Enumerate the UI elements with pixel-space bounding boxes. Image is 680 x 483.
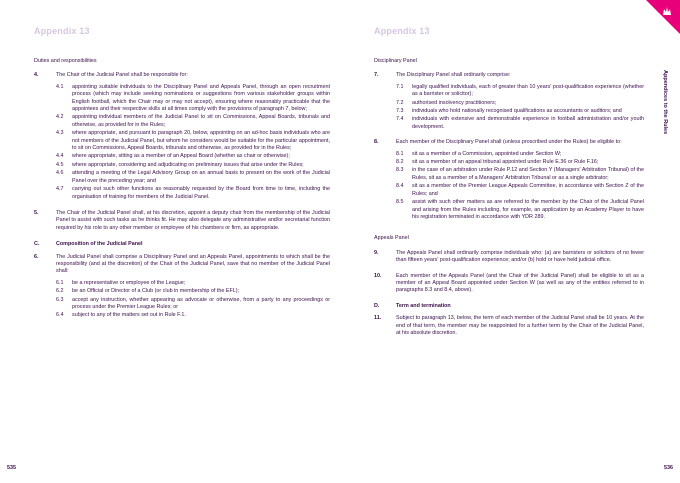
- right-column: [374, 58, 644, 341]
- page-header: Appendix 13: [374, 26, 430, 36]
- subparagraph: 8.4 sit as a member of the Premier League Appeals Committee, in accordance with Section Z of the Rules; and: [396, 183, 644, 197]
- paragraph-4-subs: [56, 84, 330, 201]
- subparagraph: 7.1 legally qualified individuals, each of greater than 10 years' post-qualification experience (whether as a barrister or solicitor);: [396, 83, 644, 98]
- page-number: 536: [664, 465, 673, 471]
- subparagraph: 4.5 where appropriate, considering and adjudicating on preliminary issues that arise under the Rules;: [56, 161, 304, 168]
- paragraph-9: 9. The Appeals Panel shall ordinarily comprise individuals who: (a) are barristers or solicitors of no fewer than fifteen years' post-qualification experience; and/or (b) hold or have held judicial office.: [374, 249, 644, 264]
- page-header: Appendix 13: [34, 26, 90, 36]
- subparagraph: 8.1 sit as a member of a Commission, appointed under Section W;: [396, 150, 562, 157]
- appeals-panel-heading: Appeals Panel: [374, 235, 409, 242]
- subparagraph: 6.3 accept any instruction, whether appearing as advocate or otherwise, from a party to any proceedings or process under the Premier League Rules; or: [56, 296, 330, 310]
- section-c-heading: C. Composition of the Judicial Panel: [34, 241, 143, 248]
- paragraph-4: 4. The Chair of the Judicial Panel shall be responsible for:: [34, 72, 188, 79]
- left-column: [34, 58, 330, 326]
- subparagraph: 6.1 be a representative or employee of the League;: [56, 279, 186, 286]
- side-tab-label: Appendices to the Rules: [662, 70, 668, 135]
- paragraph-7-subs: [396, 84, 644, 131]
- subparagraph: 4.2 appointing individual members of the Judicial Panel to sit on Commissions, Appeal Boards, tribunals and otherwise, as provided for in the Rules;: [56, 114, 330, 128]
- paragraph-6-subs: [56, 280, 330, 320]
- paragraph-7: 7. The Disciplinary Panel shall ordinarily comprise:: [374, 72, 511, 79]
- section-d-heading: D. Term and termination: [374, 302, 451, 309]
- subparagraph: 4.1 appointing suitable individuals to the Disciplinary Panel and Appeals Panel, through an open recruitment process (which may include seeking nominations or suggestions from various stakeholder groups within English football, which the Chair may or may not accept), ensuring where reasonably practicable that the appointees and their respective skills at all times comply with the provisions of paragraph 7, below;: [56, 83, 330, 113]
- subparagraph: 4.7 carrying out such other functions as reasonably requested by the Board from time to time, including the organisation of training for members of the Judicial Panel.: [56, 186, 330, 200]
- subparagraph: 7.3 individuals who hold nationally recognised qualifications as accountants or auditors; and: [396, 108, 622, 115]
- paragraph-10: 10. Each member of the Appeals Panel (and the Chair of the Judicial Panel) shall be eligible to sit as a member of an Appeal Board appointed under Section W (as well as any of the entities referred to in paragraphs 8.3 and 8.4, above).: [374, 272, 644, 294]
- paragraph-8: 8. Each member of the Disciplinary Panel shall (unless proscribed under the Rules) be eligible to:: [374, 139, 622, 146]
- section-heading: Disciplinary Panel: [374, 58, 417, 64]
- subparagraph: 4.3 where appropriate, and pursuant to paragraph 20, below, appointing on an ad-hoc basis individuals who are not members of the Judicial Panel, but whom he considers would be suitable for the particular appointment, to sit on Commissions, Appeal Boards, tribunals and otherwise, as provided for in the Rules;: [56, 130, 330, 152]
- subparagraph: 6.4 subject to any of the matters set out in Rule F.1.: [56, 312, 186, 319]
- subparagraph: 8.2 sit as a member of an appeal tribunal appointed under Rule E.36 or Rule F.16;: [396, 159, 599, 166]
- section-heading: Duties and responsibilities: [34, 58, 97, 64]
- paragraph-5: 5. The Chair of the Judicial Panel shall, at his discretion, appoint a deputy chair from the membership of the Judicial Panel to assist with such tasks as he thinks fit. He may also delegate any administrative and/or secretarial function required by his role to any other member or employee of his chambers or firm, as appropriate.: [34, 209, 330, 231]
- right-page: [340, 0, 680, 483]
- subparagraph: 4.6 attending a meeting of the Legal Advisory Group on an annual basis to present on the work of the Judicial Panel over the preceding year; and: [56, 170, 330, 184]
- subparagraph: 7.4 individuals with extensive and demonstrable experience in football administration and/or youth development.: [396, 116, 644, 130]
- paragraph-8-subs: [396, 151, 644, 222]
- subparagraph: 8.3 in the case of an arbitration under Rule P.12 and Section Y (Managers' Arbitration Tribunal) of the Rules, sit as a member of a Managers' Arbitration Tribunal or as a single arbitrator;: [396, 167, 644, 181]
- subparagraph: 8.5 assist with such other matters as are referred to the member by the Chair of the Judicial Panel and arising from the Rules including, for example, an application by an Academy Player to have his registration terminated in accordance with YDR 289.: [396, 199, 644, 220]
- page-number: 535: [7, 465, 16, 471]
- paragraph-11: 11. Subject to paragraph 13, below, the term of each member of the Judicial Panel shall be 10 years. At the end of that term, the member may be reappointed for a further term by the Chair of the Judicial Panel, at his absolute discretion.: [374, 315, 644, 336]
- subparagraph: 7.2 authorised insolvency practitioners;: [396, 99, 497, 106]
- lion-logo-icon: [660, 4, 674, 18]
- paragraph-6: 6. The Judicial Panel shall comprise a Disciplinary Panel and an Appeals Panel, appointments to which shall be the responsibility (and at the discretion) of the Chair of the Judicial Panel, save that no member of the Judicial Panel shall:: [34, 253, 330, 275]
- subparagraph: 4.4 where appropriate, sitting as a member of an Appeal Board (whether as chair or otherwise);: [56, 153, 290, 160]
- subparagraph: 6.2 be an Official or Director of a Club (or club in membership of the EFL);: [56, 288, 240, 295]
